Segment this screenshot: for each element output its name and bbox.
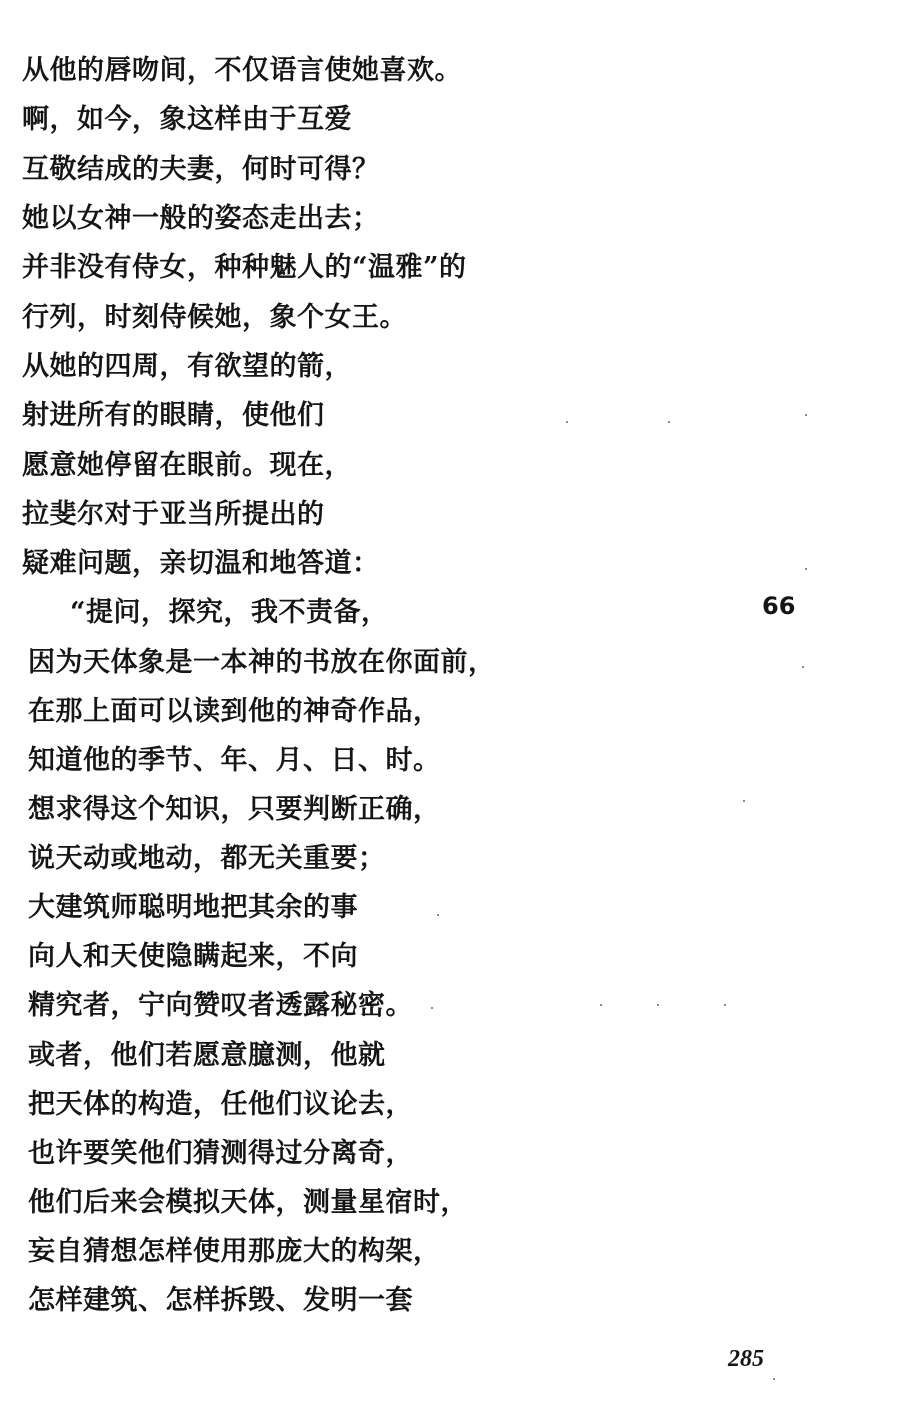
poem-line-5: 并非没有侍女，种种魅人的“温雅”的 xyxy=(22,252,467,283)
scan-speck xyxy=(724,1004,726,1006)
scan-speck xyxy=(437,914,439,916)
poem-line-13: 因为天体象是一本神的书放在你面前， xyxy=(28,647,496,678)
line-number: 66 xyxy=(762,592,796,620)
scan-speck xyxy=(431,1007,433,1009)
scan-speck xyxy=(805,568,807,570)
poem-line-25: 妄自猜想怎样使用那庞大的构架， xyxy=(28,1236,441,1267)
scan-speck xyxy=(657,1004,659,1006)
poem-line-7: 从她的四周，有欲望的箭， xyxy=(22,351,352,382)
poem-line-11: 疑难问题，亲切温和地答道： xyxy=(22,548,380,579)
poem-line-2: 啊，如今，象这样由于互爱 xyxy=(22,104,352,135)
poem-line-18: 大建筑师聪明地把其余的事 xyxy=(28,892,358,923)
poem-line-15: 知道他的季节、年、月、日、时。 xyxy=(28,745,441,776)
poem-line-10: 拉斐尔对于亚当所提出的 xyxy=(22,499,325,530)
poem-line-20: 精究者，宁向赞叹者透露秘密。 xyxy=(28,990,413,1021)
scan-speck xyxy=(773,1378,775,1380)
scan-speck xyxy=(802,666,804,668)
poem-line-17: 说天动或地动，都无关重要； xyxy=(28,843,386,874)
scan-speck xyxy=(805,414,807,416)
poem-line-12: “提问，探究，我不责备， xyxy=(70,597,389,628)
scan-speck xyxy=(566,421,568,423)
poem-line-9: 愿意她停留在眼前。现在， xyxy=(22,450,352,481)
poem-line-4: 她以女神一般的姿态走出去； xyxy=(22,203,380,234)
scan-speck xyxy=(600,1004,602,1006)
poem-line-6: 行列，时刻侍候她，象个女王。 xyxy=(22,302,407,333)
scan-speck xyxy=(668,421,670,423)
poem-line-21: 或者，他们若愿意臆测，他就 xyxy=(28,1040,386,1071)
poem-line-3: 互敬结成的夫妻，何时可得？ xyxy=(22,154,380,185)
poem-line-1: 从他的唇吻间，不仅语言使她喜欢。 xyxy=(22,55,462,86)
poem-line-8: 射进所有的眼睛，使他们 xyxy=(22,400,325,431)
poem-line-14: 在那上面可以读到他的神奇作品， xyxy=(28,696,441,727)
poem-line-19: 向人和天使隐瞒起来，不向 xyxy=(28,941,358,972)
scan-speck xyxy=(743,800,745,802)
poem-line-26: 怎样建筑、怎样拆毁、发明一套 xyxy=(28,1285,413,1316)
poem-line-22: 把天体的构造，任他们议论去， xyxy=(28,1089,413,1120)
poem-line-23: 也许要笑他们猜测得过分离奇， xyxy=(28,1138,413,1169)
poem-line-16: 想求得这个知识，只要判断正确， xyxy=(28,794,441,825)
poem-line-24: 他们后来会模拟天体，测量星宿时， xyxy=(28,1187,468,1218)
page-number: 285 xyxy=(728,1346,764,1372)
